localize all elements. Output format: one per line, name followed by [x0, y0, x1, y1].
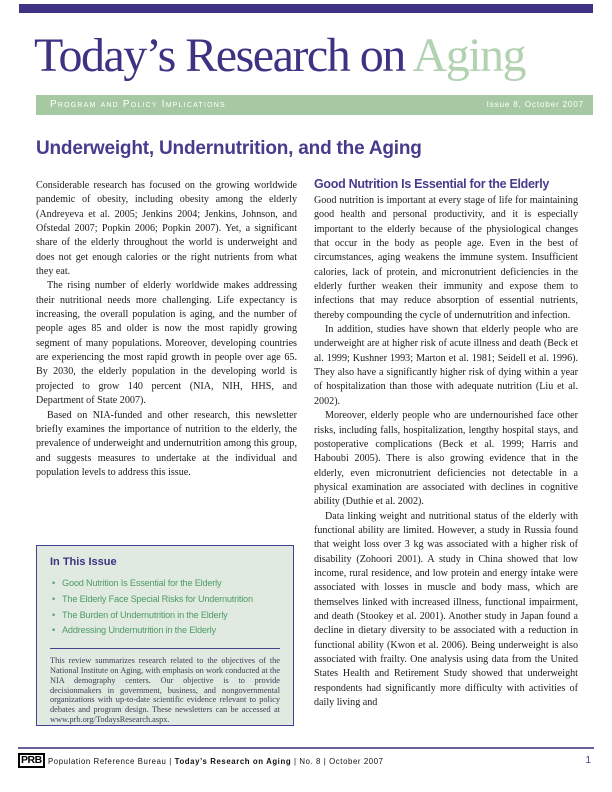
body-paragraph: The rising number of elderly worldwide makes addressing their nutritional needs more challenging. Life expectancy is increasing, the overall population is aging, and the number of people ages 85 and older is now the most rapidly growing segment of many populations. Moreover, developing countries are experiencing the most rapid growth in people over age 65. By 2030, the elderly population in the developing world is projected to grow 140 percent (NIA, NIH, HHS, and Department of State 2007). — [36, 280, 297, 407]
body-paragraph: In addition, studies have shown that elderly people who are underweight are at higher risk of acute illness and death (Beck et al. 1999; Kushner 1993; Marton et al. 1981; Seidell et al. 1996). They also have a significantly higher risk of dying within a year of hospitalization than those with adequate nutrition (Liu et al. 2002). — [314, 324, 578, 407]
page-number: 1 — [585, 755, 591, 766]
in-this-issue-box — [36, 545, 294, 726]
toc-item: • Good Nutrition Is Essential for the Elderly — [50, 576, 280, 592]
newsletter-title-main: Today’s Research on — [34, 29, 413, 82]
tagline-banner — [36, 95, 593, 115]
footer-rule — [18, 747, 594, 749]
toc-item: • The Burden of Undernutrition in the Elderly — [50, 608, 280, 624]
footer-text — [48, 757, 384, 766]
toc-item: • The Elderly Face Special Risks for Undernutrition — [50, 592, 280, 608]
body-paragraph: Based on NIA-funded and other research, this newsletter briefly examines the importance of nutrition to the elderly, the prevalence of underweight and undernutrition among this group, and suggests measures to undertake at the individual and population levels to address this issue. — [36, 409, 297, 478]
article-title: Underweight, Undernutrition, and the Aging — [36, 138, 422, 159]
newsletter-title-accent: Aging — [412, 29, 526, 82]
newsletter-title — [34, 30, 525, 82]
in-this-issue-list — [50, 576, 280, 639]
right-column — [314, 177, 578, 710]
body-paragraph: Moreover, elderly people who are undernourished face other risks, including falls, hospitalization, lengthy hospital stays, and postoperative complications (Beck et al. 1999; Harris and Haboubi 2005). There is also growing evidence that in the elderly, even micronutrient deficiencies not detectable in a physical examination are associated with declines in cognitive ability (Duthie et al. 2002). — [314, 410, 578, 508]
footer-newsletter-name: Today’s Research on Aging — [174, 757, 292, 766]
in-this-issue-title: In This Issue — [50, 556, 117, 568]
body-paragraph: Considerable research has focused on the growing worldwide pandemic of obesity, including obesity among the elderly (Andreyeva et al. 2005; Jenkins 2004; Jenkins, Johnson, and Ofstedal 2007; Popkin 2006; Popkin 2007). Yet, a significant share of the elderly throughout the world is underweight and does not get enough calories or the right nutrients from what they eat. — [36, 180, 297, 278]
issue-date: Issue 8, October 2007 — [486, 100, 584, 109]
left-column — [36, 179, 297, 480]
section-heading: Good Nutrition Is Essential for the Elderly — [314, 177, 550, 191]
box-divider — [50, 648, 280, 649]
about-note: This review summarizes research related to the objectives of the National Institute on Aging, with emphasis on work conducted at the NIA demography centers. Our objective is to provide decisionmakers in government, business, and nongovernmental organizations with up-to-date scientific evidence relevant to policy debates and program design. These newsletters can be accessed at www.prb.org/TodaysResearch.aspx. — [50, 656, 280, 724]
footer-org: Population Reference Bureau | — [48, 757, 175, 766]
body-paragraph: Data linking weight and nutritional status of the elderly with functional ability are limited. However, a study in Russia found that weight loss over 3 kg was associated with a higher risk of disability (Zohoori 2001). A study in China showed that low income, rural residence, and low protein and energy intake were associated with losses in muscle and body mass, which are themselves linked with increased illness, functional impairment, and death (Stookey et al. 2001). Another study in Japan found a decline in dietary diversity to be associated with a reduction in functional ability (Kwon et al. 2006). Being underweight is also associated with frailty. One analysis using data from the United States Health and Retirement Study showed that underweight respondents had significantly more difficulty with activities of daily living and — [314, 510, 578, 709]
top-rule — [19, 4, 593, 13]
footer-issue-info: | No. 8 | October 2007 — [291, 757, 384, 766]
prb-logo: PRB — [18, 753, 45, 768]
body-paragraph: Good nutrition is important at every stage of life for maintaining good health and personal productivity, and it is especially important to the elderly because of the physiological changes that occur in the body as people age. Even in the best of circumstances, aging weakens the immune system. Insufficient calories, lack of protein, and micronutrient deficiencies in the elderly further weaken their immunity and expose them to infections that may reduce absorption of essential nutrients, thereby compounding the cycle of undernutrition and infection. — [314, 195, 578, 321]
tagline: Program and Policy Implications — [50, 99, 226, 110]
toc-item: • Addressing Undernutrition in the Elderly — [50, 623, 280, 639]
